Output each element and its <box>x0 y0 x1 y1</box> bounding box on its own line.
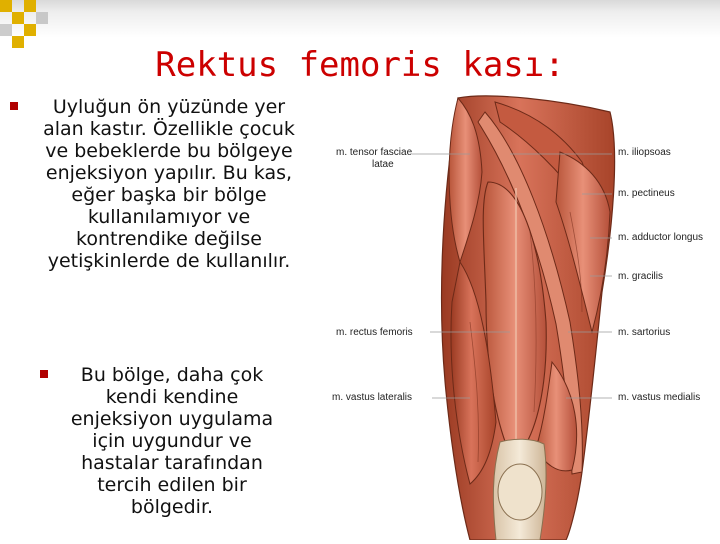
label-gracilis: m. gracilis <box>618 271 664 282</box>
label-tensor-fasciae-latae: m. tensor fasciae <box>336 147 413 158</box>
paragraph-1: Uyluğun ön yüzünde yer alan kastır. Özellikle çocuk ve bebeklerde bu bölgeye enjeksiyon yapılır. Bu kas, eğer başka bir bölge kullanılamıyor ve kontrendike değilse yetişkinlerde de kullanılır. <box>43 96 295 272</box>
label-tensor-fasciae-latae-line2: latae <box>372 159 394 170</box>
label-rectus-femoris: m. rectus femoris <box>336 327 413 338</box>
label-sartorius: m. sartorius <box>618 327 671 338</box>
bullet-marker-2 <box>40 370 48 378</box>
bullet-marker-1 <box>10 102 18 110</box>
label-iliopsoas: m. iliopsoas <box>618 147 671 158</box>
label-vastus-lateralis: m. vastus lateralis <box>332 392 413 403</box>
slide-title: Rektus femoris kası: <box>155 45 565 85</box>
corner-checker-decoration <box>0 0 60 48</box>
slide-header-band <box>0 0 720 40</box>
label-vastus-medialis: m. vastus medialis <box>618 392 701 403</box>
label-pectineus: m. pectineus <box>618 188 675 199</box>
paragraph-2: Bu bölge, daha çok kendi kendine enjeksiyon uygulama için uygundur ve hastalar tarafından tercih edilen bir bölgedir. <box>70 364 274 518</box>
label-adductor-longus: m. adductor longus <box>618 232 704 243</box>
